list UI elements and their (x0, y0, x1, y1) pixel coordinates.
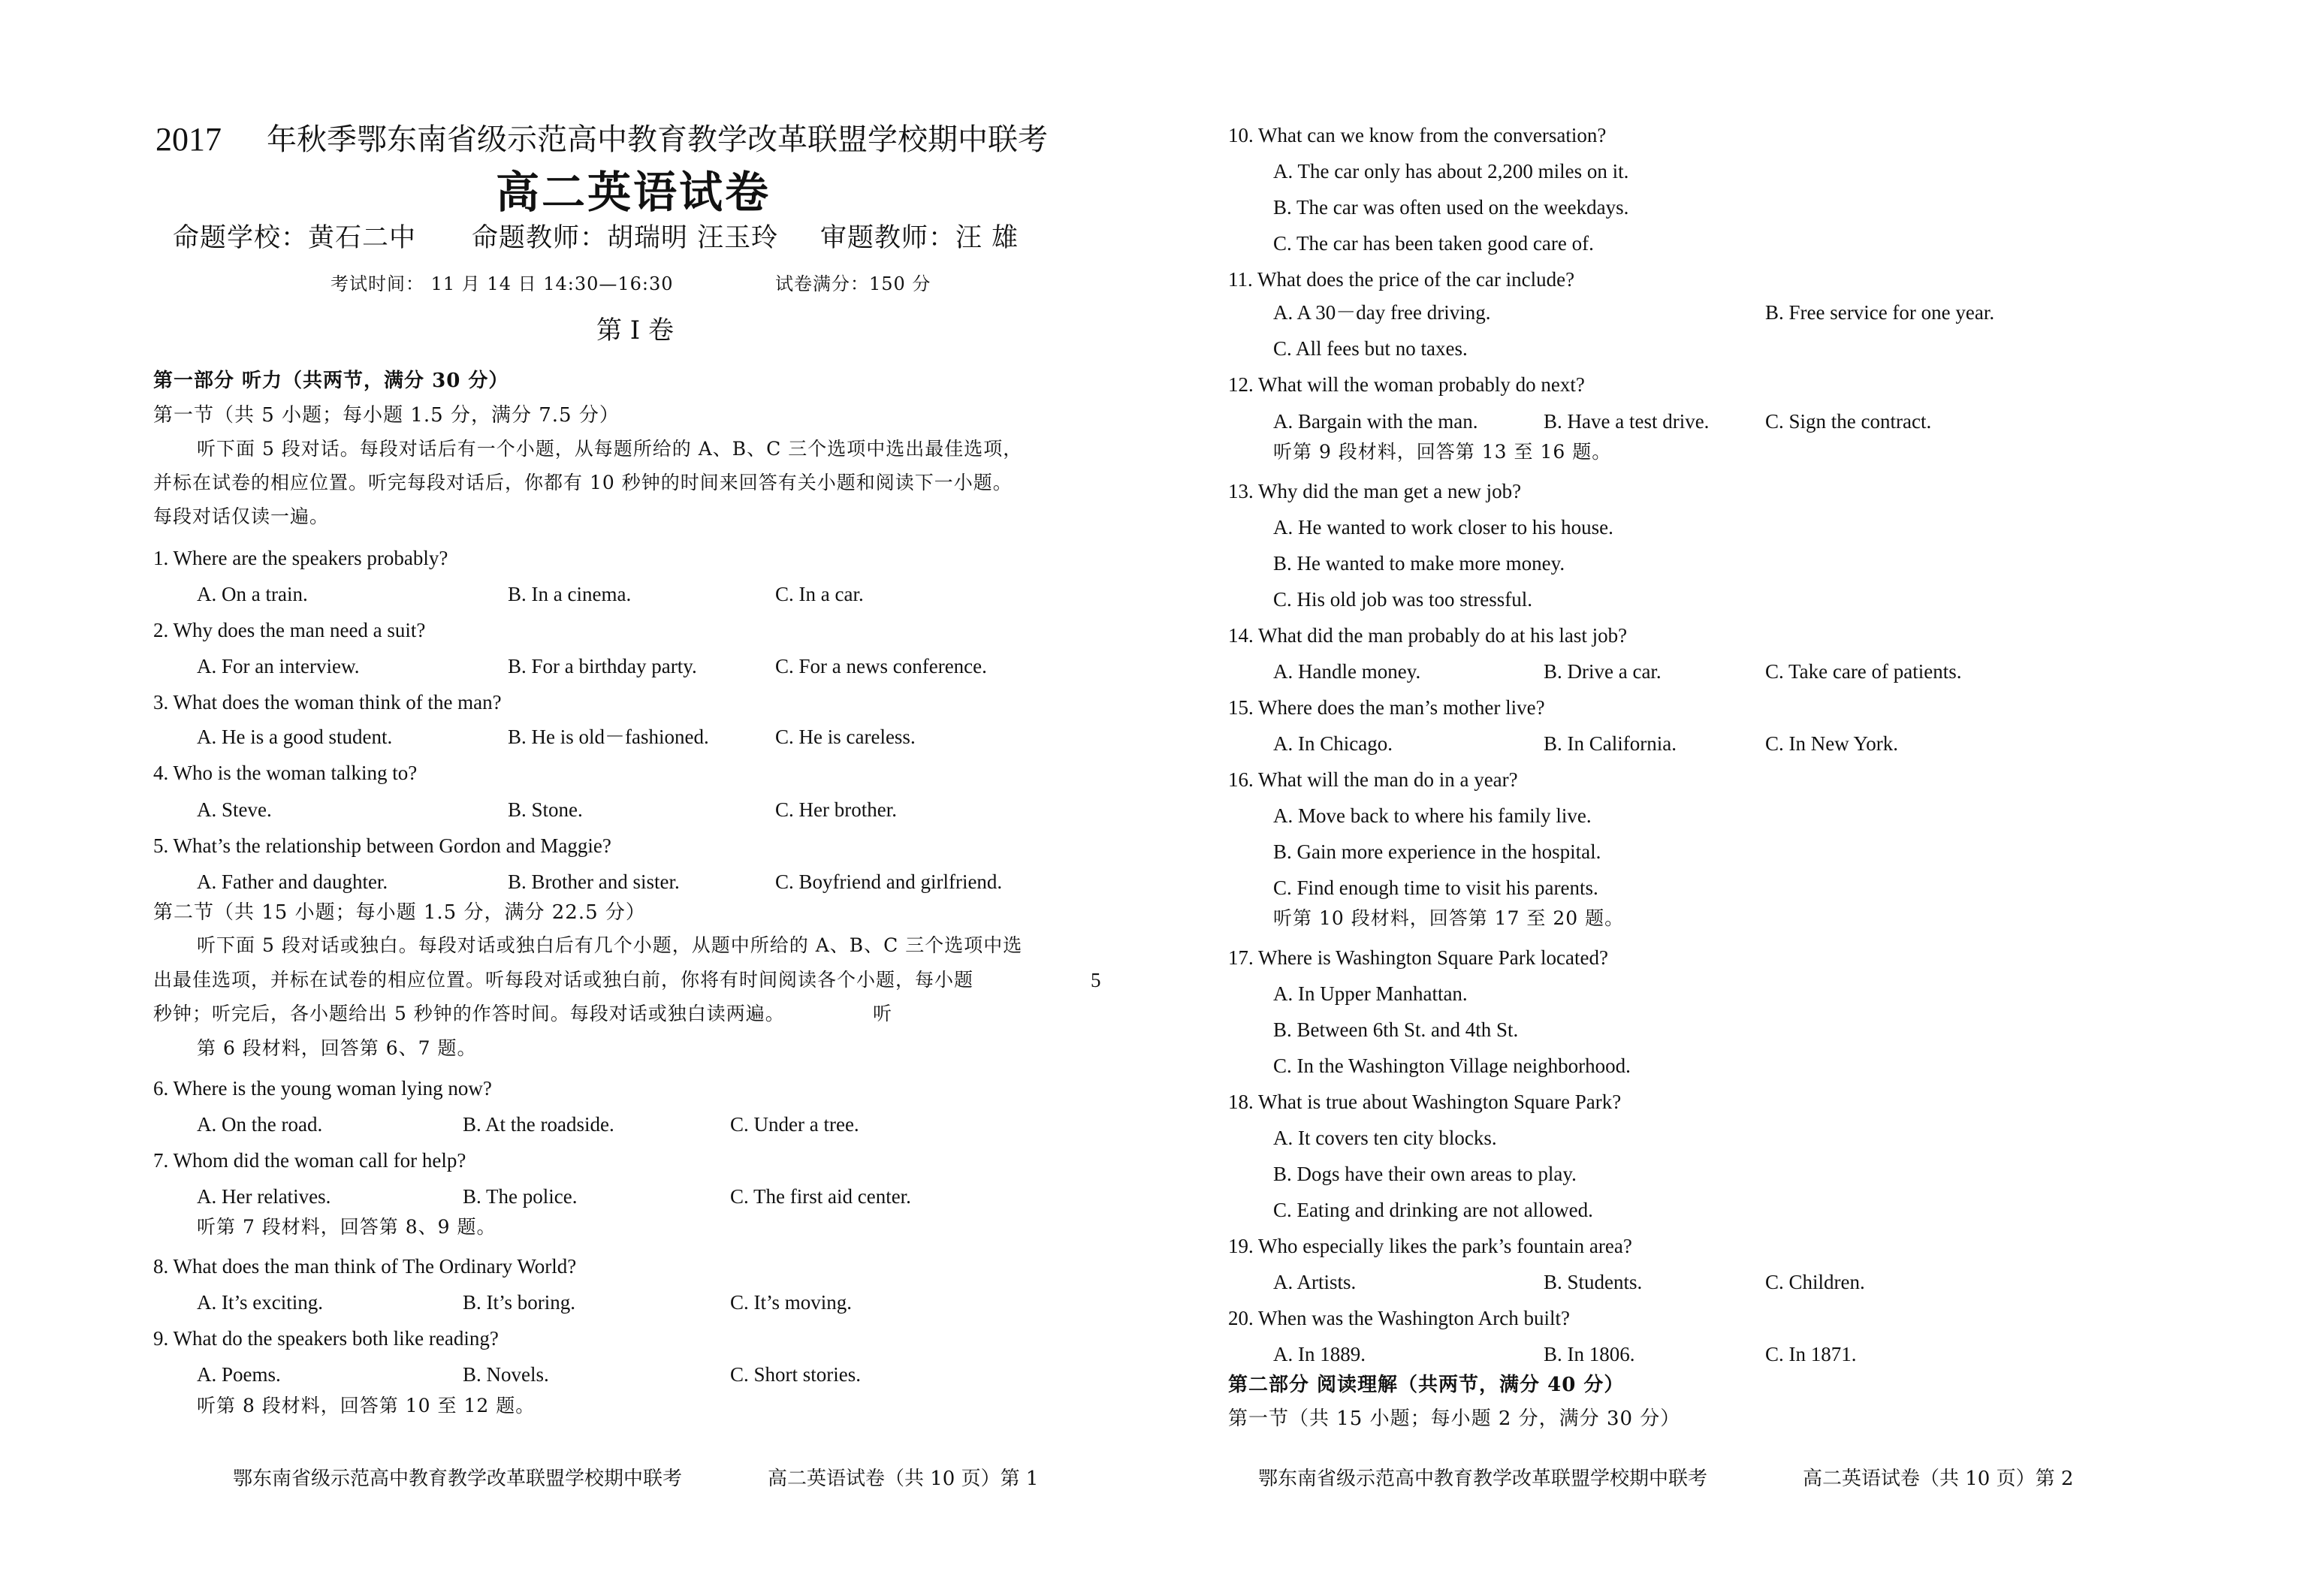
option-c: C. In 1871. (1765, 1343, 1857, 1365)
option-c: C. All fees but no taxes. (1273, 337, 1468, 360)
option-c: C. Her brother. (775, 798, 897, 821)
option-a: A. Father and daughter. (197, 870, 388, 893)
option-b: B. It’s boring. (463, 1291, 576, 1314)
section2-listen-char: 听 (873, 1003, 893, 1024)
part2-section1-heading: 第一节（共 15 小题；每小题 2 分，满分 30 分） (1228, 1407, 1681, 1430)
option-a: A. On a train. (197, 583, 308, 605)
section2-heading: 第二节（共 15 小题；每小题 1.5 分，满分 22.5 分） (153, 901, 646, 924)
material-7-note: 听第 7 段材料，回答第 8、9 题。 (197, 1216, 497, 1238)
option-c: C. Short stories. (730, 1363, 862, 1386)
question-stem: 15. Where does the man’s mother live? (1228, 696, 1545, 719)
option-c: C. Under a tree. (730, 1113, 859, 1136)
question-stem: 12. What will the woman probably do next? (1228, 373, 1585, 396)
material-9-note: 听第 9 段材料，回答第 13 至 16 题。 (1273, 441, 1612, 463)
option-b: B. He wanted to make more money. (1273, 552, 1565, 575)
option-b: B. Have a test drive. (1544, 410, 1710, 433)
option-a: A. Bargain with the man. (1273, 410, 1478, 433)
option-a: A. The car only has about 2,200 miles on it. (1273, 160, 1629, 183)
part2-heading: 第二部分 阅读理解（共两节，满分 40 分） (1228, 1374, 1625, 1396)
option-c: C. For a news conference. (775, 655, 987, 677)
option-b: B. Novels. (463, 1363, 549, 1386)
option-a: A. On the road. (197, 1113, 323, 1136)
option-a: A. He is a good student. (197, 726, 393, 748)
option-c: C. Take care of patients. (1765, 660, 1962, 683)
question-stem: 3. What does the woman think of the man? (153, 691, 502, 714)
material-8-note: 听第 8 段材料，回答第 10 至 12 题。 (197, 1395, 536, 1416)
material-10-note: 听第 10 段材料，回答第 17 至 20 题。 (1273, 907, 1625, 929)
section1-instruction-line: 并标在试卷的相应位置。听完每段对话后，你都有 10 秒钟的时间来回答有关小题和阅读下一小题。 (153, 472, 1013, 493)
option-c: C. The first aid center. (730, 1185, 911, 1208)
question-stem: 18. What is true about Washington Square Park? (1228, 1091, 1622, 1113)
option-c: C. Children. (1765, 1271, 1865, 1293)
option-b: B. The police. (463, 1185, 578, 1208)
section2-seconds-number: 5 (1091, 969, 1101, 991)
exam-year: 2017 (155, 121, 222, 158)
exam-page-2 (1153, 0, 2306, 1596)
option-c: C. In New York. (1765, 732, 1899, 755)
question-stem: 7. Whom did the woman call for help? (153, 1149, 466, 1172)
option-b: B. Stone. (508, 798, 583, 821)
option-c: C. Find enough time to visit his parents. (1273, 876, 1598, 899)
option-c: C. He is careless. (775, 726, 916, 748)
option-b: B. He is old－fashioned. (508, 726, 709, 748)
option-c: C. His old job was too stressful. (1273, 588, 1533, 611)
option-c: C. It’s moving. (730, 1291, 853, 1314)
option-b: B. Gain more experience in the hospital. (1273, 840, 1601, 863)
option-a: A. In Chicago. (1273, 732, 1393, 755)
section2-instruction-line: 听下面 5 段对话或独白。每段对话或独白后有几个小题，从题中所给的 A、B、C 三个选项中选 (197, 934, 1023, 956)
question-stem: 8. What does the man think of The Ordinary World? (153, 1255, 577, 1278)
full-score: 试卷满分：150 分 (775, 273, 931, 294)
exam-subtitle: 高二英语试卷 (496, 167, 771, 218)
part1-heading: 第一部分 听力（共两节，满分 30 分） (153, 370, 509, 392)
option-b: B. Between 6th St. and 4th St. (1273, 1018, 1519, 1041)
setter-school: 命题学校：黄石二中 (173, 223, 417, 253)
option-a: A. For an interview. (197, 655, 360, 677)
question-stem: 9. What do the speakers both like reading? (153, 1327, 499, 1350)
option-b: B. In a cinema. (508, 583, 632, 605)
option-a: A. It covers ten city blocks. (1273, 1127, 1497, 1149)
option-a: A. Artists. (1273, 1271, 1357, 1293)
question-stem: 20. When was the Washington Arch built? (1228, 1307, 1571, 1329)
footer-organization: 鄂东南省级示范高中教育教学改革联盟学校期中联考 (1258, 1468, 1708, 1490)
option-b: B. In California. (1544, 732, 1677, 755)
option-a: A. Her relatives. (197, 1185, 331, 1208)
question-stem: 16. What will the man do in a year? (1228, 768, 1518, 791)
option-a: A. Handle money. (1273, 660, 1421, 683)
question-stem: 4. Who is the woman talking to? (153, 762, 418, 784)
question-stem: 5. What’s the relationship between Gordon and Maggie? (153, 834, 611, 857)
option-c: C. In a car. (775, 583, 864, 605)
question-stem: 6. Where is the young woman lying now? (153, 1077, 492, 1100)
exam-time: 考试时间： 11 月 14 日 14:30—16:30 (331, 273, 674, 294)
option-b: B. Drive a car. (1544, 660, 1662, 683)
option-a: A. In 1889. (1273, 1343, 1366, 1365)
option-c: C. Sign the contract. (1765, 410, 1932, 433)
section1-heading: 第一节（共 5 小题；每小题 1.5 分，满分 7.5 分） (153, 404, 620, 427)
option-a: A. It’s exciting. (197, 1291, 323, 1314)
section1-instruction-line: 听下面 5 段对话。每段对话后有一个小题，从每题所给的 A、B、C 三个选项中选出最佳选项， (197, 438, 1023, 460)
option-b: B. Dogs have their own areas to play. (1273, 1163, 1577, 1185)
option-b: B. The car was often used on the weekdays. (1273, 196, 1629, 219)
section1-instruction-line: 每段对话仅读一遍。 (153, 505, 330, 527)
footer-page-number: 高二英语试卷（共 10 页）第 1 (768, 1468, 1039, 1490)
option-c: C. The car has been taken good care of. (1273, 232, 1594, 255)
footer-organization: 鄂东南省级示范高中教育教学改革联盟学校期中联考 (233, 1468, 683, 1490)
question-stem: 10. What can we know from the conversation? (1228, 124, 1607, 146)
question-stem: 13. Why did the man get a new job? (1228, 480, 1522, 502)
option-c: C. In the Washington Village neighborhood. (1273, 1054, 1631, 1077)
footer-page-number: 高二英语试卷（共 10 页）第 2 (1803, 1468, 2074, 1490)
option-b: B. At the roadside. (463, 1113, 614, 1136)
reviewer: 审题教师：汪 雄 (820, 223, 1019, 253)
question-stem: 2. Why does the man need a suit? (153, 619, 426, 641)
option-a: A. Poems. (197, 1363, 281, 1386)
option-a: A. In Upper Manhattan. (1273, 982, 1468, 1005)
section2-instruction-line: 秒钟；听完后，各小题给出 5 秒钟的作答时间。每段对话或独白读两遍。 (153, 1003, 785, 1024)
option-c: C. Boyfriend and girlfriend. (775, 870, 1003, 893)
option-a: A. He wanted to work closer to his house. (1273, 516, 1613, 539)
option-a: A. Steve. (197, 798, 272, 821)
question-stem: 11. What does the price of the car include? (1228, 268, 1575, 291)
option-b: B. Brother and sister. (508, 870, 680, 893)
volume-label: 第 I 卷 (596, 315, 675, 345)
question-stem: 17. Where is Washington Square Park located? (1228, 946, 1608, 969)
option-b: B. For a birthday party. (508, 655, 697, 677)
option-a: A. Move back to where his family live. (1273, 804, 1592, 827)
option-a: A. A 30－day free driving. (1273, 301, 1491, 324)
question-stem: 14. What did the man probably do at his last job? (1228, 624, 1628, 647)
setter-teachers: 命题教师：胡瑞明 汪玉玲 (472, 223, 779, 253)
option-c: C. Eating and drinking are not allowed. (1273, 1199, 1593, 1221)
exam-title: 年秋季鄂东南省级示范高中教育教学改革联盟学校期中联考 (267, 122, 1048, 157)
option-b: B. Students. (1544, 1271, 1643, 1293)
material-6-note: 第 6 段材料，回答第 6、7 题。 (197, 1037, 477, 1059)
option-b: B. Free service for one year. (1765, 301, 1995, 324)
question-stem: 19. Who especially likes the park’s fountain area? (1228, 1235, 1632, 1257)
question-stem: 1. Where are the speakers probably? (153, 547, 448, 569)
section2-instruction-line: 出最佳选项，并标在试卷的相应位置。听每段对话或独白前，你将有时间阅读各个小题，每小题 (153, 969, 974, 991)
option-b: B. In 1806. (1544, 1343, 1635, 1365)
